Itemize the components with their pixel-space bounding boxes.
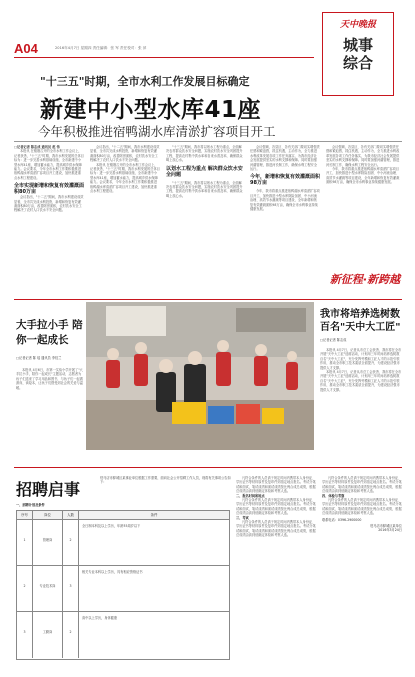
col-header-no: 序号	[17, 511, 33, 519]
recruitment-signer: 驻马店市驿城区某单位	[370, 524, 402, 529]
banner-text: 新征程·新跨越	[329, 273, 401, 286]
section-logo	[322, 12, 394, 96]
recruitment-column-3	[322, 476, 402, 666]
feature-right-text: 本报讯 4月7日，记者从市总工会获悉，我市将在全市开展"天中大工匠"选树活动，计划用三年时间培养选树数百名"天中大工匠"，充分发挥劳模和工匠人才的示范引领作用，推动全市职工技术素质全面提升，为建设经济强市提供人才支撑。	[320, 348, 402, 370]
col-header-post: 岗位	[33, 511, 63, 519]
lead-column-2-text: 会议指出，"十二五"期间，我市水利建设成效显著，全市共完成水利投资，新增和恢复有效灌溉面积80万亩，改善除涝面积，农村饮水安全工程解决了农村人口饮水不安全问题。	[90, 145, 160, 163]
feature-right-text-b: 本报讯 4月7日，记者从市总工会获悉，我市将在全市开展"天中大工匠"选树活动，计划用三年时间培养选树数百名"天中大工匠"，充分发挥劳模和工匠人才的示范引领作用，推动全市职工技术素质全面提升，为建设经济强市提供人才支撑。	[320, 370, 402, 392]
recruitment-table	[16, 510, 230, 660]
cell-no: 3	[17, 612, 33, 658]
feature-right-byline: □记者记者 陈志成	[320, 338, 347, 342]
col-header-req: 条件	[150, 513, 158, 517]
recruitment-intro: 驻马店市驿城区某事业单位根据工作需要，面向社会公开招聘工作人员，现将有关事项公告如下：	[100, 476, 231, 485]
lead-kicker: "十三五"时期，全市水利工作发展目标确定	[40, 75, 250, 88]
lead-column-4	[250, 145, 320, 295]
recruitment-body-b: 凡符合条件的人员请于规定时间内携带本人身份证、学历证书等材料原件及复印件到指定地点报名。考试分笔试和面试，笔试成绩和面试成绩按比例合成总成绩，根据总成绩由高到低确定体检和考察人选。	[236, 498, 316, 516]
table-row	[17, 612, 229, 658]
lead-divider	[14, 141, 402, 142]
section-rule-1	[14, 299, 402, 300]
section-title: 城事综合	[342, 36, 373, 72]
cell-post: 工勤岗	[33, 612, 63, 658]
newspaper-logo: 天中晚报	[339, 20, 376, 30]
table-row	[17, 566, 229, 612]
cell-req: 高中以上学历，身体健康	[82, 616, 118, 620]
feature-right-body	[320, 348, 402, 458]
feature-left-body	[16, 368, 84, 450]
recruitment-sec3: 三、考试	[236, 515, 249, 520]
cell-req: 相关专业本科以上学历，具有相应资格证书	[82, 570, 143, 574]
page-number: A04	[14, 41, 38, 56]
col-header-count: 人数	[63, 511, 79, 519]
recruitment-column-2	[236, 476, 316, 666]
lead-column-5	[326, 145, 402, 260]
photo-illustration	[86, 302, 314, 450]
recruitment-title: 招聘启事	[16, 480, 81, 499]
cell-req: 全日制本科及以上学历，年龄35周岁以下	[82, 524, 141, 528]
lead-headline: 新建中小型水库41座	[40, 97, 262, 123]
recruitment-body-c: 凡符合条件的人员请于规定时间内携带本人身份证、学历证书等材料原件及复印件到指定地点报名。考试分笔试和面试，笔试成绩和面试成绩按比例合成总成绩，根据总成绩由高到低确定体检和考察人选。	[236, 520, 316, 538]
lead-column-5-text-b: 今年，我市将重点推进宿鸭湖水库清淤扩容项目开工，加快推进小型水库除险加固、中小河流治理、高效节水灌溉等项目建设，全年新增和恢复有效灌溉面积98万亩，确保全市水利事业持续健康发展。	[326, 167, 400, 185]
cell-post: 管理岗	[33, 520, 63, 565]
table-header	[17, 511, 229, 520]
lead-column-3-text-b: "十三五"期间，我市将以划水工程为重点，全面解决农村群众饮水安全问题，实施农村饮水安全巩固提升工程，提高农村集中供水率和自来水普及率，确保群众喝上放心水。	[166, 180, 243, 198]
lead-body: 本报讯 在刚刚召开的全市水利工作会议上，记者获悉，"十三五"时期，我市水利发展的总体目标为：进一步完善水利基础设施，全市新建中小型水库41座，增加蓄水能力，提高城乡供水保障能力。会议要求，今年全市水利工作要积极推进宿鸭湖水库清淤扩容项目开工建设，加快推进重点水利工程建设。	[14, 149, 84, 180]
date-line: 2016年4月7日 星期四 责任编辑：张 军 责任校对：张 萍	[55, 46, 147, 50]
lead-byline: □记者记者 陈志成 通讯员 赵 伟	[14, 145, 60, 149]
lead-column-5-text: 会议强调，各县区、各有关部门要切实增强责任感和紧迫感，抓住机遇，主动作为，全力推进水利改革发展各项工作任务落实，为我市经济社会发展提供坚实的水利支撑和保障。同时要加强河湖管理，推进河长制工作，确保水利工程安全运行。	[326, 145, 400, 167]
table-row	[17, 520, 229, 566]
lead-subhead: 今年积极推进宿鸭湖水库清淤扩容项目开工	[38, 124, 276, 139]
lead-column-2-text-b: 本报讯 在刚刚召开的全市水利工作会议上，记者获悉，"十三五"时期，我市水利发展的总体目标为：进一步完善水利基础设施，全市新建中小型水库41座，增加蓄水能力，提高城乡供水保障能力。会议要求，今年全市水利工作要积极推进宿鸭湖水库清淤扩容项目开工建设，加快推进重点水利工程建设。	[90, 162, 160, 194]
recruitment-sec4: 四、体检与考察	[322, 493, 345, 498]
cell-count: 2	[63, 520, 79, 565]
lead-column-2	[90, 145, 160, 295]
recruitment-sec1: 一、招聘计划及条件	[16, 503, 45, 507]
recruitment-body: 凡符合条件的人员请于规定时间内携带本人身份证、学历证书等材料原件及复印件到指定地点报名。考试分笔试和面试，笔试成绩和面试成绩按比例合成总成绩，根据总成绩由高到低确定体检和考察人选。	[236, 476, 316, 494]
section-rule-2	[14, 467, 402, 468]
subhead-irrigation: 全市实现新增和恢复有效灌溉面积80万亩	[14, 183, 84, 196]
recruitment-contact: 联系电话：0396-2900000	[322, 517, 362, 522]
subhead-new-irrigation: 今年，新增和恢复有效灌溉面积98万亩	[250, 174, 320, 187]
cell-count: 3	[63, 566, 79, 611]
feature-left-title: 大手拉小手 陪你一起成长	[16, 319, 83, 346]
feature-left-text: 本报讯 4月6日，市第一实验小学开展了"大手拉小手，陪你一起成长"主题活动，志愿者为孩子们送来了学习用品和图书，与孩子们一起做游戏、读绘本，让孩子们感受到社会的关爱与温暖。	[16, 368, 83, 390]
lead-column-3-text: "十三五"期间，我市将以划水工程为重点，全面解决农村群众饮水安全问题，实施农村饮水安全巩固提升工程，提高农村集中供水率和自来水普及率，确保群众喝上放心水。	[166, 145, 243, 163]
recruitment-body-d: 凡符合条件的人员请于规定时间内携带本人身份证、学历证书等材料原件及复印件到指定地点报名。考试分笔试和面试，笔试成绩和面试成绩按比例合成总成绩，根据总成绩由高到低确定体检和考察人选。	[322, 476, 402, 494]
lead-column-4-text-b: 今年，我市将重点推进宿鸭湖水库清淤扩容项目开工，加快推进小型水库除险加固、中小河流治理、高效节水灌溉等项目建设，全年新增和恢复有效灌溉面积98万亩，确保全市水利事业持续健康发展。	[250, 189, 320, 212]
campaign-banner	[328, 266, 402, 292]
recruitment-body-e: 凡符合条件的人员请于规定时间内携带本人身份证、学历证书等材料原件及复印件到指定地点报名。考试分笔试和面试，笔试成绩和面试成绩按比例合成总成绩，根据总成绩由高到低确定体检和考察人选。	[322, 498, 402, 516]
feature-right-title: 我市将培养选树数百名"天中大工匠"	[320, 309, 401, 333]
subhead-water-safety: 以划水工程为重点 解决群众饮水安全问题	[166, 165, 243, 178]
feature-left-byline: □记者记者 陈 瑶 通讯员 李桂兰	[16, 356, 62, 360]
lead-column-1	[14, 145, 84, 295]
event-photo	[86, 302, 314, 450]
cell-post: 专业技术岗	[33, 566, 63, 611]
cell-no: 2	[17, 566, 33, 611]
masthead-rule	[14, 57, 314, 58]
lead-column-4-text: 会议强调，各县区、各有关部门要切实增强责任感和紧迫感，抓住机遇，主动作为，全力推进水利改革发展各项工作任务落实，为我市经济社会发展提供坚实的水利支撑和保障。同时要加强河湖管理，推进河长制工作，确保水利工程安全运行。	[250, 145, 320, 172]
cell-no: 1	[17, 520, 33, 565]
lead-column-3	[166, 145, 244, 295]
cell-count: 2	[63, 612, 79, 658]
subhead-irrigation-body: 会议指出，"十二五"期间，我市水利建设成效显著，全市共完成水利投资，新增和恢复有效灌溉面积80万亩，改善除涝面积，农村饮水安全工程解决了农村人口饮水不安全问题。	[14, 195, 84, 213]
recruitment-sec2: 二、报名时间和地点	[236, 493, 265, 498]
recruitment-date: 2016年3月24日	[378, 528, 402, 533]
